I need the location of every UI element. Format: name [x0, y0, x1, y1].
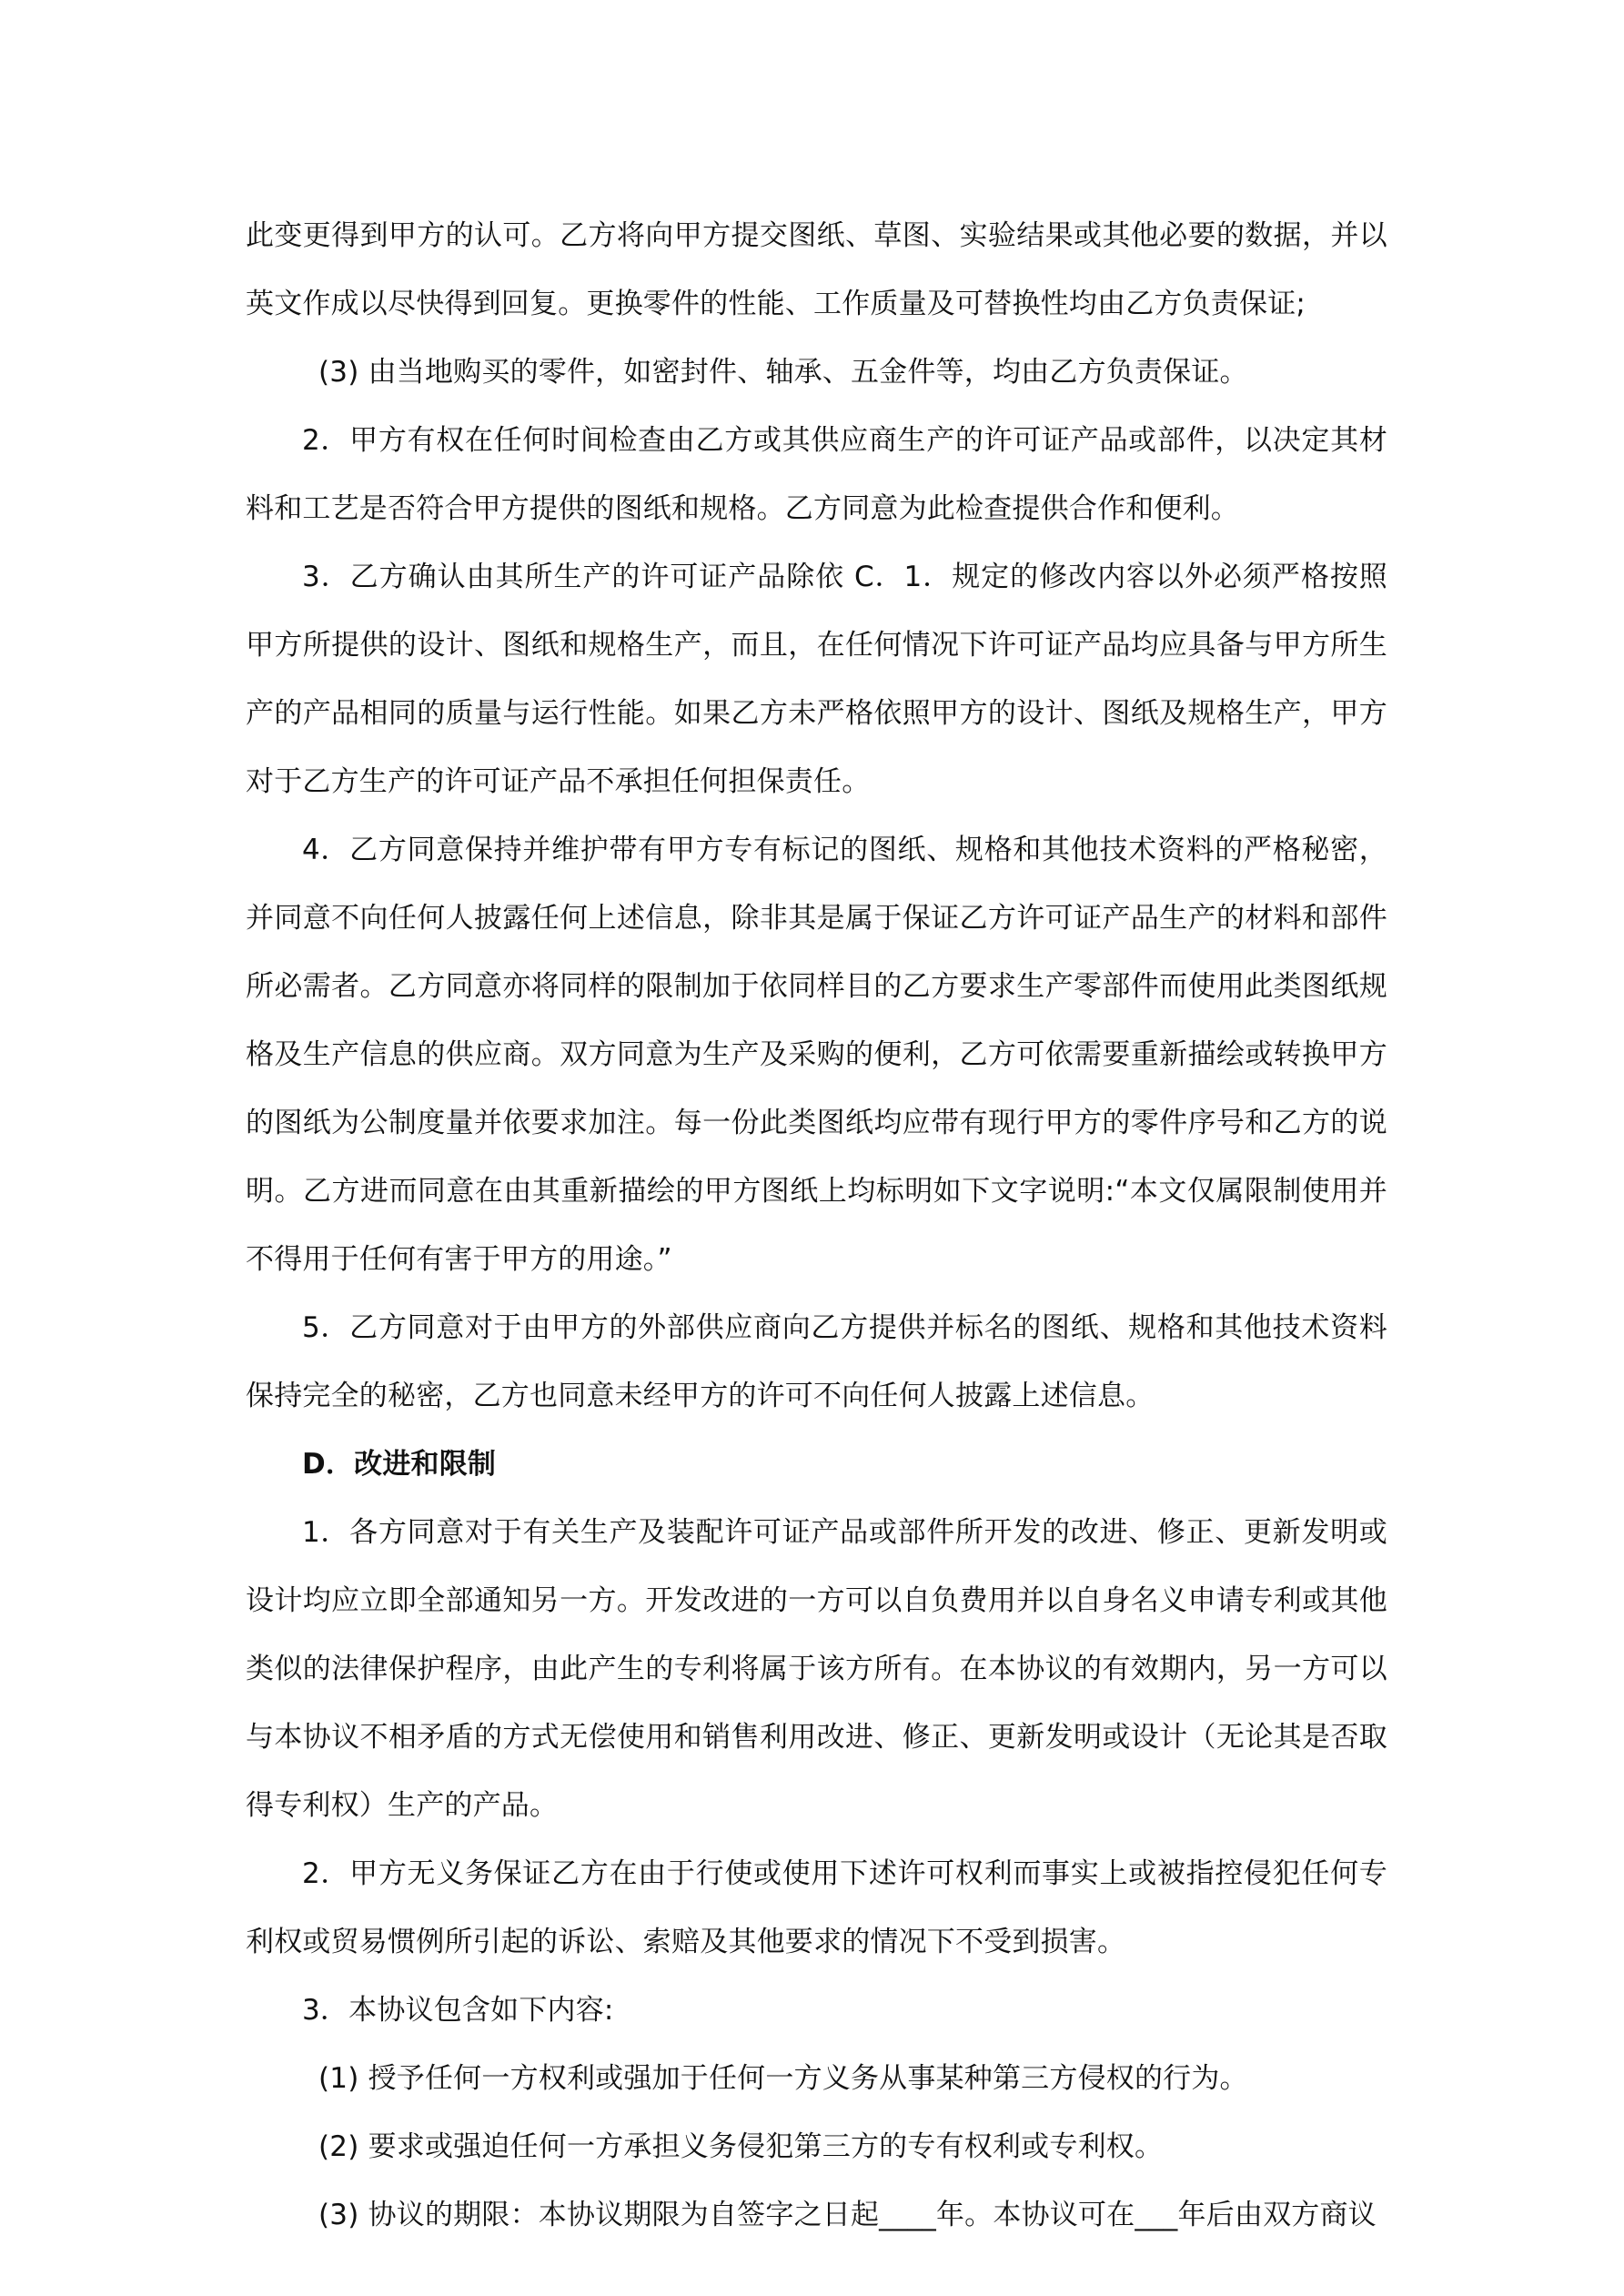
- paragraph-continuation: 此变更得到甲方的认可。乙方将向甲方提交图纸、草图、实验结果或其他必要的数据，并以英文作成以尽快得到回复。更换零件的性能、工作质量及可替换性均由乙方负责保证;: [246, 219, 1387, 320]
- document-body: [246, 202, 1387, 2250]
- paragraph-item-c1-3: (3) 由当地购买的零件，如密封件、轴承、五金件等，均由乙方负责保证。: [318, 356, 1248, 389]
- paragraph-c3: 3．乙方确认由其所生产的许可证产品除依 C．1．规定的修改内容以外必须严格按照甲方所提供的设计、图纸和规格生产，而且，在任何情况下许可证产品均应具备与甲方所生产的产品相同的质量与运行性能。如果乙方未严格依照甲方的设计、图纸及规格生产，甲方对于乙方生产的许可证产品不承担任何担保责任。: [246, 561, 1387, 798]
- paragraph-d3-item-2: (2) 要求或强迫任何一方承担义务侵犯第三方的专有权利或专利权。: [318, 2130, 1164, 2163]
- paragraph-d3-item-1: (1) 授予任何一方权利或强加于任何一方义务从事某种第三方侵权的行为。: [318, 2062, 1248, 2095]
- paragraph-c5: 5．乙方同意对于由甲方的外部供应商向乙方提供并标名的图纸、规格和其他技术资料保持完全的秘密，乙方也同意未经甲方的许可不向任何人披露上述信息。: [246, 1311, 1387, 1412]
- section-heading-d: D．改进和限制: [302, 1448, 497, 1481]
- paragraph-d1: 1．各方同意对于有关生产及装配许可证产品或部件所开发的改进、修正、更新发明或设计均应立即全部通知另一方。开发改进的一方可以自负费用并以自身名义申请专利或其他类似的法律保护程序，由此产生的专利将属于该方所有。在本协议的有效期内，另一方可以与本协议不相矛盾的方式无偿使用和销售利用改进、修正、更新发明或设计（无论其是否取得专利权）生产的产品。: [246, 1516, 1387, 1822]
- paragraph-c4: 4．乙方同意保持并维护带有甲方专有标记的图纸、规格和其他技术资料的严格秘密，并同意不向任何人披露任何上述信息，除非其是属于保证乙方许可证产品生产的材料和部件所必需者。乙方同意亦将同样的限制加于依同样目的乙方要求生产零部件而使用此类图纸规格及生产信息的供应商。双方同意为生产及采购的便利，乙方可依需要重新描绘或转换甲方的图纸为公制度量并依要求加注。每一份此类图纸均应带有现行甲方的零件序号和乙方的说明。乙方进而同意在由其重新描绘的甲方图纸上均标明如下文字说明:“本文仅属限制使用并不得用于任何有害于甲方的用途。”: [246, 834, 1387, 1276]
- paragraph-d3-item-3: (3) 协议的期限：本协议期限为自签字之日起____年。本协议可在___年后由双方商议: [318, 2199, 1377, 2231]
- paragraph-c2: 2．甲方有权在任何时间检查由乙方或其供应商生产的许可证产品或部件，以决定其材料和工艺是否符合甲方提供的图纸和规格。乙方同意为此检查提供合作和便利。: [246, 424, 1387, 525]
- paragraph-d2: 2．甲方无义务保证乙方在由于行使或使用下述许可权利而事实上或被指控侵犯任何专利权或贸易惯例所引起的诉讼、索赔及其他要求的情况下不受到损害。: [246, 1857, 1387, 1958]
- paragraph-d3: 3．本协议包含如下内容:: [302, 1994, 614, 2027]
